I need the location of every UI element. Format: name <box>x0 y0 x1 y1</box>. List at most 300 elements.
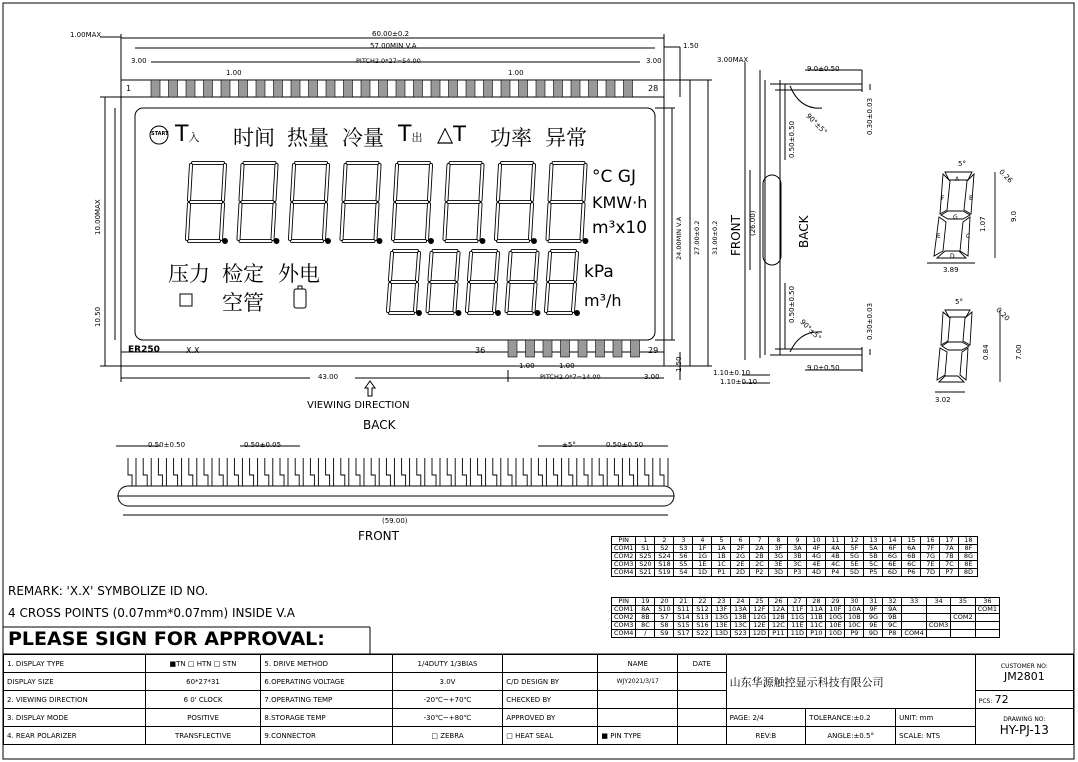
pin-leg <box>265 458 273 486</box>
pin-table-2-cell: 30 <box>845 598 864 606</box>
tb-r3c3: 7.OPERATING TEMP <box>261 691 392 709</box>
big-digit <box>239 163 279 243</box>
tb-r3c5: CHECKED BY <box>503 691 598 709</box>
tb-r3c1: 2. VIEWING DIRECTION <box>4 691 146 709</box>
top-pin <box>186 80 195 97</box>
tb-r4c6 <box>598 709 678 727</box>
tb-r5c3: 9.CONNECTOR <box>261 727 392 745</box>
pin-table-1-cell: 7F <box>921 545 940 553</box>
dim-pitch-top: PITCH2.0*27=54.00 <box>356 57 421 65</box>
side-d03a: 0.30±0.03 <box>866 97 874 135</box>
pin-table-1-cell: 2E <box>731 561 750 569</box>
delta-t-label: △T <box>437 122 466 146</box>
pin-leg <box>371 458 379 486</box>
pin-table-1-cell: 10 <box>807 537 826 545</box>
top-pin <box>606 80 615 97</box>
seg-letter-c: C <box>966 233 971 240</box>
pin-table-1-cell: 1D <box>693 569 712 577</box>
pin-table-2-cell: 8B <box>636 614 655 622</box>
abnormal-label: 异常 <box>545 126 587 150</box>
tb-r2c6: WJY2021/3/17 <box>598 673 678 691</box>
pin-table-2-cell <box>975 630 999 638</box>
pin-table-1-cell: 8 <box>769 537 788 545</box>
big-digit <box>393 163 433 243</box>
pin-leg <box>569 458 577 486</box>
id-placeholder: X.X <box>186 346 200 355</box>
pin-leg <box>204 458 212 486</box>
pin-leg <box>310 458 318 486</box>
pin-table-2-cell: 35 <box>951 598 975 606</box>
pin-table-1-cell: 4F <box>807 545 826 553</box>
dim-right-150: 1.50 <box>683 42 699 50</box>
pin-table-2-cell: 27 <box>788 598 807 606</box>
unit-c-gj: °C GJ <box>592 167 636 187</box>
pin-table-2-cell: 13C <box>731 622 750 630</box>
battery-model: ER250 <box>128 345 160 355</box>
tb-r5c5: □ HEAT SEAL <box>503 727 598 745</box>
pin-table-1-cell: 4G <box>807 553 826 561</box>
top-pin <box>379 80 388 97</box>
pin-table-1-cell: S19 <box>655 569 674 577</box>
pin-leg <box>356 458 364 486</box>
pin-leg <box>493 458 501 486</box>
pin-table-1-cell: S2 <box>655 545 674 553</box>
pin-table-1-cell: 5D <box>845 569 864 577</box>
top-pin <box>571 80 580 97</box>
dim-right-150b: 1.50 <box>675 356 683 372</box>
top-pin <box>256 80 265 97</box>
pin-leg <box>523 458 531 486</box>
pin-table-1-cell: 7E <box>921 561 940 569</box>
pin-36-label: 36 <box>475 346 486 355</box>
pin-table-2-cell: COM1 <box>612 606 636 614</box>
top-pin <box>309 80 318 97</box>
top-pin <box>204 80 213 97</box>
pin-leg <box>538 458 546 486</box>
pin-table-2-cell: P10 <box>807 630 826 638</box>
pin-table-1-cell: 11 <box>826 537 845 545</box>
viewing-direction: VIEWING DIRECTION <box>307 400 410 411</box>
pin-table-2-cell: 10C <box>845 622 864 630</box>
pin-table-1-cell: 18 <box>959 537 978 545</box>
side-back: BACK <box>797 215 811 248</box>
pin-table-2-cell: P8 <box>883 630 902 638</box>
pin-table-1-cell: 7 <box>750 537 769 545</box>
pin-leg <box>432 458 440 486</box>
view-front: FRONT <box>358 529 399 543</box>
seg-w389: 3.89 <box>943 266 959 274</box>
side-max300: 3.00MAX <box>717 56 749 64</box>
bottom-pin <box>543 340 552 357</box>
seg-letter-f: F <box>941 195 945 202</box>
pin-leg <box>326 458 334 486</box>
pin-table-2-cell: 9A <box>883 606 902 614</box>
pin-table-1-cell: 5F <box>845 545 864 553</box>
angle-cell: ANGLE:±0.5° <box>806 727 896 745</box>
pin-table-2-cell: 12G <box>750 614 769 622</box>
side-d9: 9.0±0.50 <box>807 65 840 73</box>
pin-table-1-cell: 3B <box>788 553 807 561</box>
pin-table-2-cell: S14 <box>674 614 693 622</box>
pin-table-1-cell: S3 <box>674 545 693 553</box>
pin-table-1-cell: 6 <box>731 537 750 545</box>
empty-pipe-label: 空管 <box>222 291 264 315</box>
cool-label: 冷量 <box>342 126 384 150</box>
top-pin <box>519 80 528 97</box>
pin-table-2-row <box>612 630 1000 638</box>
pin-table-2-cell: 12E <box>750 622 769 630</box>
pin-table-2-cell: S13 <box>693 614 712 622</box>
pin-table-2-cell: COM4 <box>902 630 926 638</box>
pin-table-1-cell: 3C <box>788 561 807 569</box>
pin-table-2-cell: COM3 <box>926 622 950 630</box>
pin-table-1-cell: 7D <box>921 569 940 577</box>
segment-detail-2 <box>935 310 1000 392</box>
pin-table-2-cell <box>926 630 950 638</box>
top-pin <box>624 80 633 97</box>
side-d05b: 0.50±0.50 <box>788 285 796 323</box>
pin-leg <box>250 458 258 486</box>
pin-table-1-cell: 8G <box>959 553 978 561</box>
pin-table-1-cell: 15 <box>902 537 921 545</box>
ext-power-label: 外电 <box>278 262 320 286</box>
top-pin <box>414 80 423 97</box>
bottom-pin <box>613 340 622 357</box>
t-in-label: T入 <box>175 122 200 147</box>
pin-table-2-cell: 8A <box>636 606 655 614</box>
pin-table-1-cell: 5 <box>712 537 731 545</box>
pin-table-1-cell: 2B <box>750 553 769 561</box>
small-digits <box>388 251 579 315</box>
seg-letter-e: E <box>937 233 941 240</box>
pin-table-2-cell: PIN <box>612 598 636 606</box>
pin-table-1-cell: 17 <box>940 537 959 545</box>
top-pin <box>554 80 563 97</box>
pin-leg <box>660 458 668 486</box>
pin-table-1-cell: 7A <box>940 545 959 553</box>
dim-bottom-one-b: 1.00 <box>559 362 575 370</box>
pin-table-1-cell: 7C <box>940 561 959 569</box>
pin-leg <box>189 458 197 486</box>
tb-r2c1: DISPLAY SIZE <box>4 673 146 691</box>
top-pin <box>274 80 283 97</box>
pin-table-1-cell: COM3 <box>612 561 636 569</box>
big-digit <box>548 163 588 243</box>
pin-table-1-cell: 3G <box>769 553 788 561</box>
pin-table-1-cell: 5C <box>864 561 883 569</box>
seg-letter-g: G <box>953 214 958 221</box>
tb-r5c7 <box>678 727 727 745</box>
pin-table-1-cell: 5B <box>864 553 883 561</box>
pin-table-2-cell <box>902 606 926 614</box>
pin-table-1-cell: COM4 <box>612 569 636 577</box>
pin-leg <box>143 458 151 486</box>
dim-left-10max: 10.00MAX <box>94 199 102 235</box>
pin-leg <box>614 458 622 486</box>
pin-table-2-cell: 36 <box>975 598 999 606</box>
pin-table-1-cell: 1G <box>693 553 712 561</box>
tb-r1c3: 5. DRIVE METHOD <box>261 655 392 673</box>
pin-table-2-cell: 11D <box>788 630 807 638</box>
company-name: 山东华源触控显示科技有限公司 <box>726 655 975 709</box>
seg-026: 0.26 <box>997 168 1015 185</box>
pin-table-2-cell: 28 <box>807 598 826 606</box>
pin-table-2-cell: P11 <box>769 630 788 638</box>
pin-table-2-cell: 25 <box>750 598 769 606</box>
side-front: FRONT <box>729 215 743 256</box>
seg-deg5a: 5° <box>958 160 966 168</box>
pin-leg <box>158 458 166 486</box>
pin-table-2-cell: 9E <box>864 622 883 630</box>
pin-table-1-cell: 1 <box>636 537 655 545</box>
pin-table-1-cell: 2F <box>731 545 750 553</box>
pin-table-1-cell: 2D <box>731 569 750 577</box>
pin-table-1-cell: 6F <box>883 545 902 553</box>
tb-r3c6 <box>598 691 678 709</box>
tb-r3c7 <box>678 691 727 709</box>
bottom-pin <box>526 340 535 357</box>
pin-table-1-cell: P6 <box>902 569 921 577</box>
tb-r2c4: 3.0V <box>392 673 503 691</box>
page-cell: PAGE: 2/4 <box>726 709 806 727</box>
pin-table-1-cell: 6E <box>883 561 902 569</box>
seg-h084: 0.84 <box>982 344 990 360</box>
m3h-label: m³/h <box>584 291 622 310</box>
tolerance-cell: TOLERANCE:±0.2 <box>806 709 896 727</box>
pin-table-2-cell <box>951 622 975 630</box>
pin-table-2-cell: 12B <box>769 614 788 622</box>
pin-table-2-cell: 13D <box>712 630 731 638</box>
pin-table-2-cell: S12 <box>693 606 712 614</box>
pin-leg <box>128 458 136 486</box>
big-digit <box>342 163 382 243</box>
pin-side-legs <box>128 458 668 486</box>
top-pin <box>326 80 335 97</box>
pressure-label: 压力 <box>168 262 210 286</box>
pin-table-1-cell: 3E <box>769 561 788 569</box>
top-pin <box>396 80 405 97</box>
tb-r3c2: 6 0' CLOCK <box>145 691 261 709</box>
pin-leg <box>386 458 394 486</box>
pin-table-1-cell: 4C <box>826 561 845 569</box>
pin-table-2-cell: 12C <box>769 622 788 630</box>
pin-table-1-cell: 6B <box>902 553 921 561</box>
pin-table-1-row <box>612 569 978 577</box>
pin-table-2-cell: S9 <box>655 630 674 638</box>
pin-table-1-cell: P2 <box>750 569 769 577</box>
top-pin <box>536 80 545 97</box>
dim-va-width: 57.00MIN V.A <box>370 42 417 50</box>
pin-table-2-cell: S23 <box>731 630 750 638</box>
big-digit <box>445 163 485 243</box>
top-pin <box>484 80 493 97</box>
tb-r2c7 <box>678 673 727 691</box>
pin-table-2-cell: S15 <box>674 622 693 630</box>
pin-table-2-cell: 9B <box>883 614 902 622</box>
pin-table-1-cell: 8D <box>959 569 978 577</box>
pin-table-2-cell: COM2 <box>951 614 975 622</box>
tb-r4c7 <box>678 709 727 727</box>
pin-table-1-cell: 12 <box>845 537 864 545</box>
top-pin <box>239 80 248 97</box>
pin-table-1-cell: 2G <box>731 553 750 561</box>
big-digit <box>187 163 227 243</box>
pin-table-2-cell: 8C <box>636 622 655 630</box>
pin-table-2-cell: 12D <box>750 630 769 638</box>
big-digits <box>187 163 588 243</box>
pin-table-2-cell: 13G <box>712 614 731 622</box>
dim-h-24: 24.00MIN V.A <box>675 216 683 260</box>
pin-leg <box>478 458 486 486</box>
pin-table-2-cell: 9D <box>864 630 883 638</box>
tb-r3c4: -20℃~+70℃ <box>392 691 503 709</box>
pin-table-1-cell: S24 <box>655 553 674 561</box>
heat-label: 热量 <box>287 126 329 150</box>
pin-side-view <box>116 446 674 515</box>
pin-table-1-cell: 4E <box>807 561 826 569</box>
bottom-pins <box>508 340 640 357</box>
pin-28-label: 28 <box>648 84 659 93</box>
top-pin <box>221 80 230 97</box>
pins-dim-b: 0.50±0.05 <box>244 441 282 449</box>
kpa-label: kPa <box>584 262 614 282</box>
pin-table-1-cell: COM1 <box>612 545 636 553</box>
small-digit <box>507 251 540 315</box>
pin-table-2-row <box>612 622 1000 630</box>
top-pin <box>151 80 160 97</box>
pin-leg <box>554 458 562 486</box>
pin-table-2-cell: 11B <box>807 614 826 622</box>
top-pin <box>449 80 458 97</box>
pin-table-2-cell <box>975 622 999 630</box>
side-angle-2: 90°±5° <box>798 318 823 343</box>
pin-table-1-cell: S20 <box>636 561 655 569</box>
pin-table-1-cell: S5 <box>674 561 693 569</box>
pin-table-2-cell: COM3 <box>612 622 636 630</box>
small-digit <box>467 251 500 315</box>
pin-table-2-cell: 11C <box>807 622 826 630</box>
pin-table-1-cell: 13 <box>864 537 883 545</box>
pin-table-2-cell <box>926 606 950 614</box>
tb-r2c5: C/D DESIGN BY <box>503 673 598 691</box>
tb-r5c4: □ ZEBRA <box>392 727 503 745</box>
dim-right-300: 3.00 <box>646 57 662 65</box>
pin-table-2-cell: 9C <box>883 622 902 630</box>
bottom-pin <box>631 340 640 357</box>
pin-table-1-cell: P4 <box>826 569 845 577</box>
seg-letter-a: A <box>955 176 960 183</box>
pin-table-1-cell: 6D <box>883 569 902 577</box>
top-pin <box>169 80 178 97</box>
seg-w302: 3.02 <box>935 396 951 404</box>
side-d110b: 1.10±0.10 <box>720 378 758 386</box>
pin-table-1-cell: 6G <box>883 553 902 561</box>
sign-heading: PLEASE SIGN FOR APPROVAL: <box>8 628 325 650</box>
pin-table-1-cell: 2A <box>750 545 769 553</box>
tb-r5c6: ■ PIN TYPE <box>598 727 678 745</box>
pin-leg <box>219 458 227 486</box>
big-digit <box>290 163 330 243</box>
side-d9b: 9.0±0.50 <box>807 364 840 372</box>
seg-h90: 9.0 <box>1010 210 1018 222</box>
side-angle-1: 90°±5° <box>804 112 829 137</box>
pin-table-1-cell: 4A <box>826 545 845 553</box>
pin-leg <box>402 458 410 486</box>
big-digit <box>496 163 536 243</box>
pin-table-2-cell: 12F <box>750 606 769 614</box>
pin-table-1-cell: 1C <box>712 561 731 569</box>
pin-table-2 <box>611 597 1000 638</box>
pin-table-2-cell: 13E <box>712 622 731 630</box>
top-pin <box>466 80 475 97</box>
pin-table-2-cell: 11E <box>788 622 807 630</box>
tb-r1c1: 1. DISPLAY TYPE <box>4 655 146 673</box>
tb-r1c6: NAME <box>598 655 678 673</box>
t-out-label: T出 <box>398 122 423 147</box>
tb-r2c2: 60*27*31 <box>145 673 261 691</box>
pin-table-2-cell: S8 <box>655 622 674 630</box>
pin-table-2-cell: 22 <box>693 598 712 606</box>
remark-cross-points: 4 CROSS POINTS (0.07mm*0.07mm) INSIDE V.A <box>8 606 295 620</box>
customer-cell: CUSTOMER NO: JM2801 <box>975 655 1073 691</box>
seg-020: 0.20 <box>994 306 1012 323</box>
pin-table-1-cell: 1A <box>712 545 731 553</box>
pin-table-1-cell: 6A <box>902 545 921 553</box>
pin-leg <box>645 458 653 486</box>
dim-left-1050: 10.50 <box>94 306 102 327</box>
pin-table-1-cell: P3 <box>788 569 807 577</box>
small-digit <box>546 251 579 315</box>
pin-leg <box>295 458 303 486</box>
scale-cell: SCALE: NTS <box>896 727 976 745</box>
pin-table-1-cell: 2C <box>750 561 769 569</box>
pin-leg <box>630 458 638 486</box>
top-pin <box>431 80 440 97</box>
pin-table-2-cell: 29 <box>826 598 845 606</box>
pin-table-2-cell: 32 <box>883 598 902 606</box>
pin-table-1-cell: 7G <box>921 553 940 561</box>
top-pin <box>589 80 598 97</box>
pin-leg <box>417 458 425 486</box>
pin-table-2-cell: 13A <box>731 606 750 614</box>
pin-leg <box>508 458 516 486</box>
pins-len: (59.00) <box>382 517 408 525</box>
dim-bottom-300: 3.00 <box>644 373 660 381</box>
drawing-no-cell: DRAWING NO: HY-PJ-13 <box>975 709 1073 745</box>
rev-cell: REV:B <box>726 727 806 745</box>
tb-r1c4: 1/4DUTY 1/3BIAS <box>392 655 503 673</box>
pin-table-2-cell: 9G <box>864 614 883 622</box>
pin-table-1-cell: 3A <box>788 545 807 553</box>
pin-table-1-cell: 9 <box>788 537 807 545</box>
side-d05a: 0.50±0.50 <box>788 120 796 158</box>
pin-table-2-cell: COM4 <box>612 630 636 638</box>
pin-table-1-cell: 7B <box>940 553 959 561</box>
pin-table-1-cell: 3 <box>674 537 693 545</box>
tb-r5c2: TRANSFLECTIVE <box>145 727 261 745</box>
side-front-val: (26.00) <box>749 210 757 236</box>
pin-table-2-cell: 26 <box>769 598 788 606</box>
pcs-cell: PCS: 72 <box>975 691 1073 709</box>
pin-table-2-cell: 10G <box>826 614 845 622</box>
unit-cell: UNIT: mm <box>896 709 976 727</box>
pin-table-1-cell: 16 <box>921 537 940 545</box>
pins-dim-c: ±5° <box>562 441 576 449</box>
view-back: BACK <box>363 418 396 432</box>
pin-table-2-cell: 11G <box>788 614 807 622</box>
pin-table-2-cell <box>902 614 926 622</box>
pin-table-1-cell: 8E <box>959 561 978 569</box>
